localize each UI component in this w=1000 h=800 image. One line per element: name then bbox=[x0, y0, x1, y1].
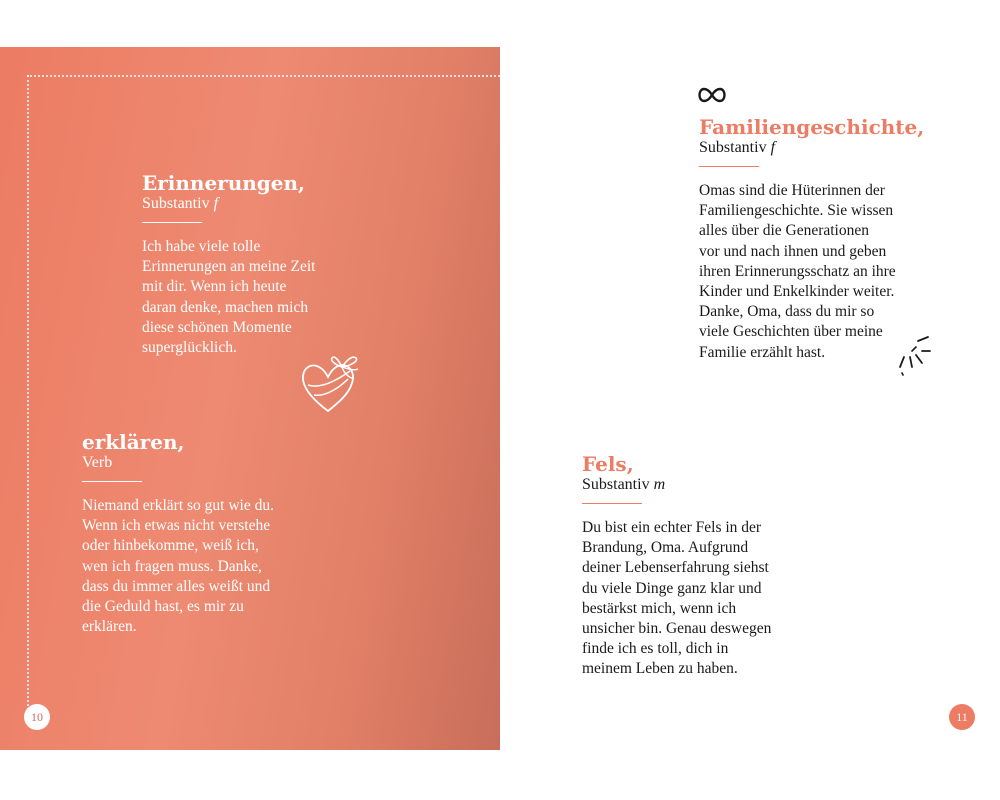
text-line: unsicher bin. Genau deswegen bbox=[582, 620, 772, 638]
headword: Fels, bbox=[582, 452, 634, 476]
text-line: finde ich es toll, dich in bbox=[582, 640, 729, 658]
text-line: dass du immer alles weißt und bbox=[82, 577, 271, 595]
page-number: 11 bbox=[949, 704, 975, 730]
pos-word: Substantiv bbox=[699, 139, 767, 156]
book-spread bbox=[0, 47, 1000, 750]
text-line: Familiengeschichte. Sie wissen bbox=[699, 202, 894, 220]
text-line: Brandung, Oma. Aufgrund bbox=[582, 539, 749, 557]
divider-line bbox=[142, 222, 202, 223]
text-line: Omas sind die Hüterinnen der bbox=[699, 182, 885, 199]
headword: erklären, bbox=[82, 430, 185, 454]
pos-word: Verb bbox=[82, 454, 113, 471]
page-number: 10 bbox=[24, 704, 50, 730]
text-line: wen ich fragen muss. Danke, bbox=[82, 557, 262, 575]
text-line: mit dir. Wenn ich heute bbox=[142, 278, 287, 296]
part-of-speech bbox=[582, 476, 771, 494]
text-line: superglücklich. bbox=[142, 339, 237, 357]
pos-word: Substantiv bbox=[142, 195, 210, 212]
entry-body bbox=[582, 518, 771, 680]
entry-fels bbox=[582, 452, 771, 680]
divider-line bbox=[82, 481, 142, 482]
entry-body bbox=[82, 496, 274, 637]
part-of-speech bbox=[699, 139, 924, 157]
text-line: die Geduld hast, es mir zu bbox=[82, 598, 244, 616]
divider-line bbox=[582, 503, 642, 504]
text-line: Wenn ich etwas nicht verstehe bbox=[82, 517, 271, 535]
entry-body bbox=[142, 237, 315, 358]
text-line: meinem Leben zu haben. bbox=[582, 660, 738, 678]
pos-gender: f bbox=[213, 195, 219, 212]
text-line: oder hinbekomme, weiß ich, bbox=[82, 537, 259, 555]
text-line: ihren Erinnerungsschatz an ihre bbox=[699, 262, 896, 280]
text-line: Du bist ein echter Fels in der bbox=[582, 519, 762, 536]
text-line: alles über die Generationen bbox=[699, 222, 869, 240]
text-line: Erinnerungen an meine Zeit bbox=[142, 258, 316, 276]
part-of-speech bbox=[82, 454, 274, 472]
dotted-border-left bbox=[27, 75, 29, 718]
text-line: viele Geschichten über meine bbox=[699, 323, 883, 341]
text-line: bestärkst mich, wenn ich bbox=[582, 599, 737, 617]
entry-erinnerungen bbox=[142, 171, 315, 358]
dotted-border-top bbox=[27, 75, 500, 77]
part-of-speech bbox=[142, 195, 315, 213]
pos-gender: f bbox=[770, 139, 776, 156]
text-line: daran denke, machen mich bbox=[142, 298, 309, 316]
pos-word: Substantiv bbox=[582, 476, 650, 493]
text-line: Danke, Oma, dass du mir so bbox=[699, 303, 875, 321]
text-line: Kinder und Enkelkinder weiter. bbox=[699, 283, 895, 301]
text-line: Niemand erklärt so gut wie du. bbox=[82, 497, 274, 514]
text-line: Ich habe viele tolle bbox=[142, 238, 261, 255]
entry-body bbox=[699, 181, 924, 363]
text-line: du viele Dinge ganz klar und bbox=[582, 579, 762, 597]
heart-with-bow-icon bbox=[298, 349, 366, 417]
headword: Familiengeschichte, bbox=[699, 115, 925, 139]
text-line: erklären. bbox=[82, 618, 137, 636]
text-line: Familie erzählt hast. bbox=[699, 343, 826, 361]
right-page bbox=[500, 47, 1000, 750]
sparkle-lines-icon bbox=[892, 333, 936, 377]
entry-familiengeschichte bbox=[699, 115, 924, 363]
infinity-icon bbox=[698, 87, 726, 103]
text-line: diese schönen Momente bbox=[142, 318, 292, 336]
text-line: vor und nach ihnen und geben bbox=[699, 242, 887, 260]
pos-gender: m bbox=[653, 476, 666, 493]
text-line: deiner Lebenserfahrung siehst bbox=[582, 559, 769, 577]
left-page bbox=[0, 47, 500, 750]
divider-line bbox=[699, 166, 759, 167]
headword: Erinnerungen, bbox=[142, 171, 306, 195]
entry-erklaeren bbox=[82, 430, 274, 637]
